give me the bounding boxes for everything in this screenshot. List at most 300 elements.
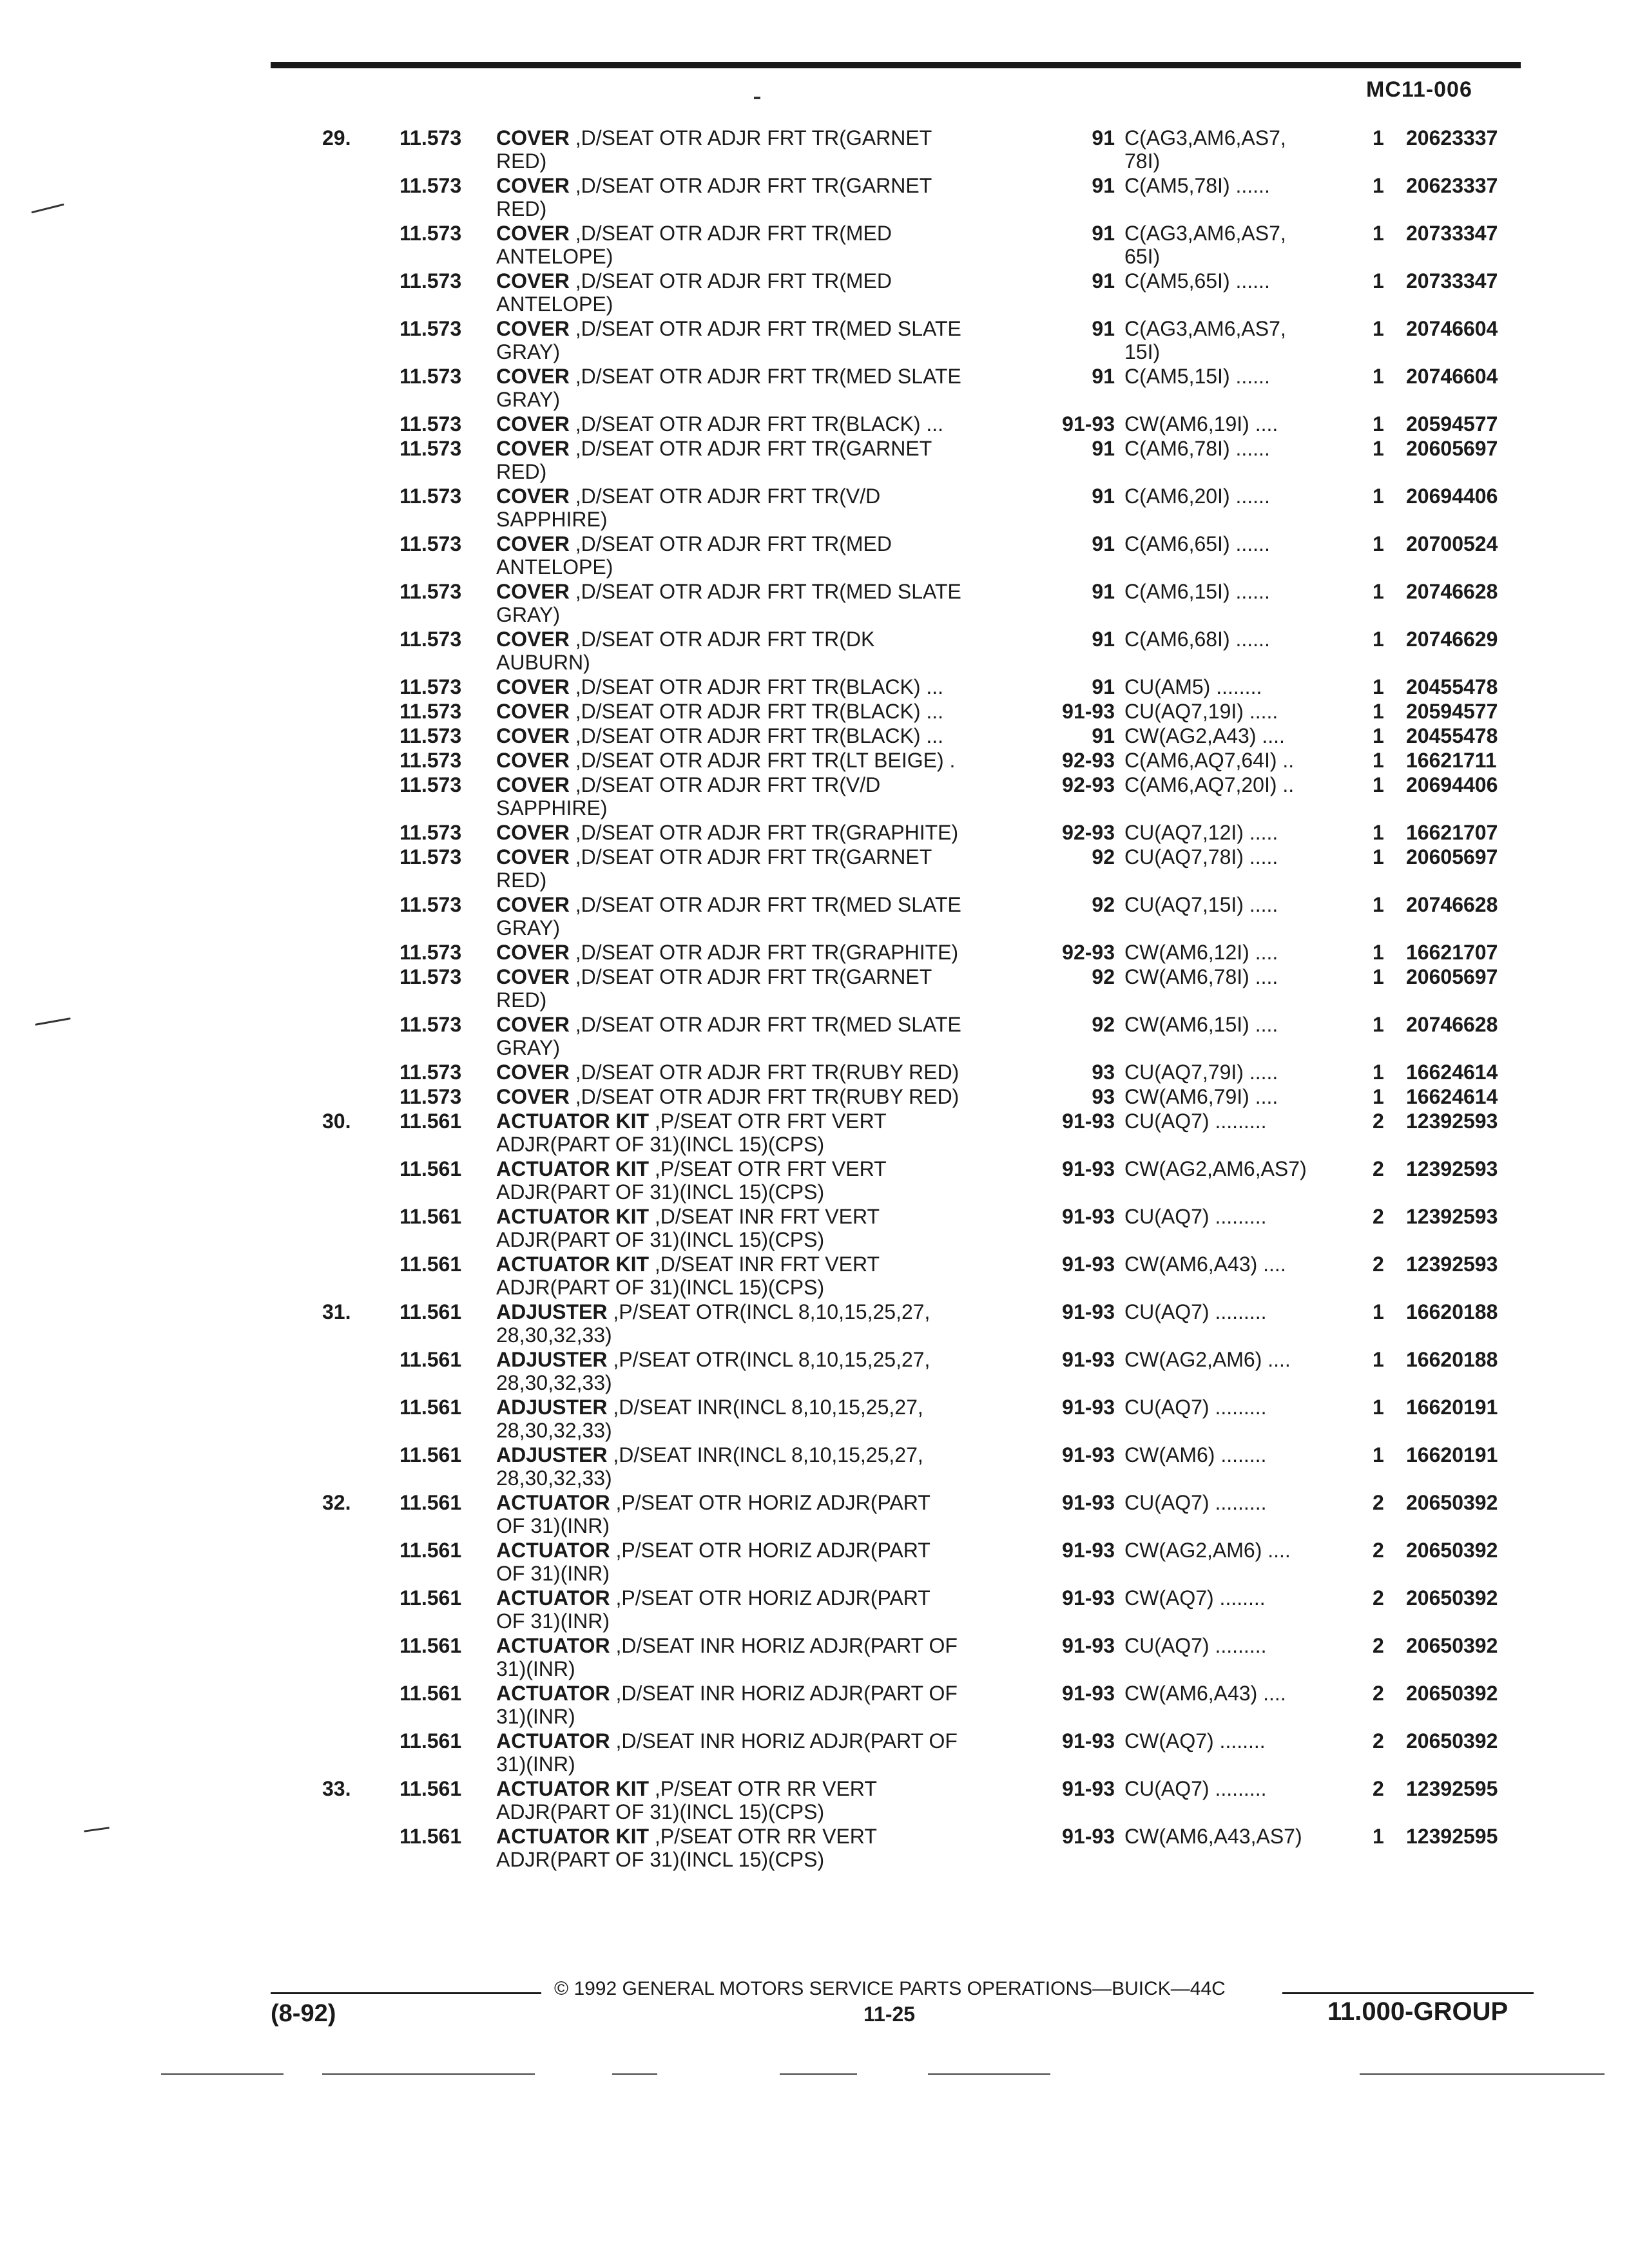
model-codes — [1124, 174, 1270, 197]
model-codes-text: CU(AQ7) ......... — [1124, 1777, 1267, 1800]
part-row — [0, 317, 1629, 365]
part-description — [496, 1110, 887, 1156]
model-codes — [1124, 1396, 1266, 1419]
part-detail: ,D/SEAT OTR ADJR FRT TR(BLACK) ... — [575, 675, 944, 698]
quantity: 1 — [1373, 675, 1384, 698]
part-detail: ,D/SEAT INR HORIZ ADJR(PART OF — [615, 1729, 958, 1753]
ref-number: 32. — [322, 1491, 351, 1514]
part-row — [0, 1013, 1629, 1061]
part-row — [0, 965, 1629, 1013]
part-detail-cont: ADJR(PART OF 31)(INCL 15)(CPS) — [496, 1848, 825, 1871]
model-codes — [1124, 1348, 1291, 1371]
model-codes — [1124, 1110, 1266, 1133]
model-codes — [1124, 222, 1286, 268]
part-row — [0, 1491, 1629, 1539]
part-number: 20623337 — [1406, 174, 1498, 197]
model-codes — [1124, 724, 1285, 747]
group-number: 11.561 — [400, 1729, 462, 1753]
part-detail: ,D/SEAT OTR ADJR FRT TR(GRAPHITE) — [575, 821, 959, 844]
part-row — [0, 1443, 1629, 1491]
group-number: 11.573 — [400, 965, 462, 988]
ref-number: 29. — [322, 126, 351, 149]
quantity: 2 — [1373, 1586, 1384, 1610]
part-number: 20594577 — [1406, 700, 1498, 723]
model-years: 91 — [1092, 269, 1115, 293]
quantity: 1 — [1373, 437, 1384, 460]
copyright-notice: © 1992 GENERAL MOTORS SERVICE PARTS OPERATIONS—BUICK—44C — [554, 1978, 1226, 1999]
part-number: 16620188 — [1406, 1348, 1498, 1371]
part-description — [496, 317, 961, 363]
part-detail-cont: GRAY) — [496, 603, 560, 626]
part-row — [0, 893, 1629, 941]
parts-list — [0, 126, 1629, 1872]
part-name: ADJUSTER — [496, 1300, 608, 1323]
part-description — [496, 1682, 958, 1728]
edition-date: (8-92) — [271, 2000, 336, 2027]
part-row — [0, 222, 1629, 269]
model-years: 91-93 — [1062, 1253, 1115, 1276]
part-detail: ,D/SEAT OTR ADJR FRT TR(MED SLATE — [575, 580, 961, 603]
part-name: COVER — [496, 174, 570, 197]
part-detail: ,P/SEAT OTR HORIZ ADJR(PART — [615, 1491, 930, 1514]
part-name: COVER — [496, 724, 570, 747]
part-detail-cont: GRAY) — [496, 340, 560, 363]
group-number: 11.561 — [400, 1253, 462, 1276]
part-name: COVER — [496, 1061, 570, 1084]
part-row — [0, 1110, 1629, 1157]
part-detail-cont: 28,30,32,33) — [496, 1371, 612, 1394]
quantity: 1 — [1373, 845, 1384, 869]
part-description — [496, 1539, 930, 1585]
model-years: 91-93 — [1062, 1443, 1115, 1466]
group-number: 11.561 — [400, 1348, 462, 1371]
group-number: 11.561 — [400, 1682, 462, 1705]
part-detail-cont: RED) — [496, 149, 547, 173]
model-years: 91-93 — [1062, 1682, 1115, 1705]
quantity: 1 — [1373, 1013, 1384, 1036]
part-row — [0, 941, 1629, 965]
quantity: 1 — [1373, 174, 1384, 197]
quantity: 2 — [1373, 1491, 1384, 1514]
group-number: 11.573 — [400, 700, 462, 723]
model-years: 91 — [1092, 628, 1115, 651]
model-codes-text: CU(AQ7) ......... — [1124, 1300, 1267, 1323]
model-codes-text: CW(AQ7) ........ — [1124, 1586, 1266, 1610]
part-detail-cont: OF 31)(INR) — [496, 1514, 610, 1537]
part-detail-cont: 31)(INR) — [496, 1657, 575, 1680]
part-row — [0, 1682, 1629, 1729]
part-name: ACTUATOR — [496, 1491, 610, 1514]
part-name: COVER — [496, 532, 570, 555]
model-years: 91 — [1092, 365, 1115, 388]
part-detail-cont: RED) — [496, 197, 547, 220]
part-detail-cont: RED) — [496, 988, 547, 1012]
model-years: 91-93 — [1062, 412, 1115, 436]
part-detail-cont: OF 31)(INR) — [496, 1610, 610, 1633]
group-number: 11.573 — [400, 773, 462, 796]
part-name: COVER — [496, 965, 570, 988]
part-number: 12392595 — [1406, 1777, 1498, 1800]
part-detail-cont: ADJR(PART OF 31)(INCL 15)(CPS) — [496, 1133, 825, 1156]
part-row — [0, 773, 1629, 821]
part-name: COVER — [496, 821, 570, 844]
scan-line — [1360, 2073, 1605, 2075]
part-number: 16624614 — [1406, 1061, 1498, 1084]
part-number: 12392593 — [1406, 1157, 1498, 1180]
part-name: COVER — [496, 773, 570, 796]
model-codes-text: CU(AQ7,79I) ..... — [1124, 1061, 1278, 1084]
part-number: 20746629 — [1406, 628, 1498, 651]
part-row — [0, 1825, 1629, 1872]
model-years: 91 — [1092, 532, 1115, 555]
part-description — [496, 965, 932, 1012]
group-number: 11.573 — [400, 1013, 462, 1036]
part-number: 20650392 — [1406, 1586, 1498, 1610]
part-detail-cont: GRAY) — [496, 388, 560, 411]
quantity: 1 — [1373, 269, 1384, 293]
part-description — [496, 222, 892, 268]
part-detail: ,P/SEAT OTR FRT VERT — [654, 1157, 887, 1180]
part-description — [496, 1396, 923, 1442]
part-row — [0, 1253, 1629, 1300]
quantity: 2 — [1373, 1253, 1384, 1276]
part-number: 20605697 — [1406, 437, 1498, 460]
part-row — [0, 675, 1629, 700]
model-years: 91-93 — [1062, 1777, 1115, 1800]
ref-number: 31. — [322, 1300, 351, 1323]
model-years: 91-93 — [1062, 1205, 1115, 1228]
part-name: COVER — [496, 485, 570, 508]
model-codes-text: C(AM6,78I) ...... — [1124, 437, 1270, 460]
part-detail-cont: ANTELOPE) — [496, 555, 613, 579]
ref-number: 33. — [322, 1777, 351, 1800]
group-number: 11.561 — [400, 1825, 462, 1848]
part-name: COVER — [496, 437, 570, 460]
part-detail: ,P/SEAT OTR RR VERT — [654, 1825, 877, 1848]
part-description — [496, 773, 880, 820]
part-description — [496, 700, 943, 723]
part-row — [0, 532, 1629, 580]
part-name: COVER — [496, 1013, 570, 1036]
part-number: 16620191 — [1406, 1443, 1498, 1466]
part-name: ACTUATOR — [496, 1729, 610, 1753]
part-number: 20605697 — [1406, 845, 1498, 869]
model-years: 91-93 — [1062, 1396, 1115, 1419]
group-number: 11.561 — [400, 1205, 462, 1228]
model-years: 91 — [1092, 174, 1115, 197]
part-detail: ,D/SEAT OTR ADJR FRT TR(GARNET — [575, 174, 932, 197]
part-detail-cont: ANTELOPE) — [496, 293, 613, 316]
quantity: 1 — [1373, 941, 1384, 964]
part-row — [0, 1300, 1629, 1348]
model-codes — [1124, 365, 1270, 388]
part-name: COVER — [496, 941, 570, 964]
quantity: 1 — [1373, 532, 1384, 555]
part-name: COVER — [496, 317, 570, 340]
quantity: 1 — [1373, 365, 1384, 388]
model-years: 91 — [1092, 126, 1115, 149]
model-codes-text: CU(AQ7,19I) ..... — [1124, 700, 1278, 723]
part-number: 20650392 — [1406, 1682, 1498, 1705]
model-codes-text: CU(AM5) ........ — [1124, 675, 1262, 698]
part-row — [0, 821, 1629, 845]
group-number: 11.573 — [400, 365, 462, 388]
part-detail-cont: OF 31)(INR) — [496, 1562, 610, 1585]
model-codes-text: C(AM6,15I) ...... — [1124, 580, 1270, 603]
model-codes-cont: 65I) — [1124, 245, 1161, 268]
part-number: 20694406 — [1406, 773, 1498, 796]
quantity: 1 — [1373, 222, 1384, 245]
part-detail: ,D/SEAT OTR ADJR FRT TR(MED SLATE — [575, 1013, 961, 1036]
part-row — [0, 724, 1629, 749]
quantity: 1 — [1373, 749, 1384, 772]
model-codes — [1124, 580, 1270, 603]
part-number: 12392593 — [1406, 1110, 1498, 1133]
part-number: 12392593 — [1406, 1205, 1498, 1228]
part-row — [0, 1396, 1629, 1443]
part-detail-cont: ADJR(PART OF 31)(INCL 15)(CPS) — [496, 1180, 825, 1204]
part-row — [0, 269, 1629, 317]
scan-mark — [754, 97, 760, 99]
model-codes-text: CW(AM6,A43,AS7) — [1124, 1825, 1302, 1848]
part-number: 16620188 — [1406, 1300, 1498, 1323]
model-codes-text: CW(AQ7) ........ — [1124, 1729, 1266, 1753]
model-codes-text: C(AM6,AQ7,64I) .. — [1124, 749, 1295, 772]
part-name: COVER — [496, 580, 570, 603]
part-detail-cont: ADJR(PART OF 31)(INCL 15)(CPS) — [496, 1800, 825, 1823]
part-name: ADJUSTER — [496, 1443, 608, 1466]
part-detail: ,D/SEAT INR HORIZ ADJR(PART OF — [615, 1682, 958, 1705]
part-number: 20733347 — [1406, 269, 1498, 293]
model-codes — [1124, 532, 1270, 555]
part-description — [496, 1729, 958, 1776]
model-codes-text: CW(AM6,79I) .... — [1124, 1085, 1278, 1108]
part-detail-cont: GRAY) — [496, 916, 560, 939]
part-description — [496, 628, 874, 674]
part-number: 20650392 — [1406, 1634, 1498, 1657]
group-number: 11.573 — [400, 893, 462, 916]
model-codes — [1124, 1777, 1266, 1800]
group-number: 11.573 — [400, 174, 462, 197]
group-number: 11.573 — [400, 628, 462, 651]
part-name: COVER — [496, 893, 570, 916]
part-number: 20455478 — [1406, 675, 1498, 698]
part-number: 20746628 — [1406, 580, 1498, 603]
group-number: 11.573 — [400, 580, 462, 603]
part-row — [0, 1157, 1629, 1205]
group-number: 11.573 — [400, 845, 462, 869]
model-codes-text: C(AG3,AM6,AS7, — [1124, 126, 1286, 149]
quantity: 1 — [1373, 1300, 1384, 1323]
part-detail: ,D/SEAT OTR ADJR FRT TR(GARNET — [575, 965, 932, 988]
part-description — [496, 126, 932, 173]
part-number: 20733347 — [1406, 222, 1498, 245]
group-number: 11.561 — [400, 1539, 462, 1562]
part-name: COVER — [496, 700, 570, 723]
model-codes — [1124, 1061, 1278, 1084]
part-name: COVER — [496, 628, 570, 651]
quantity: 2 — [1373, 1539, 1384, 1562]
model-codes — [1124, 1253, 1286, 1276]
model-years: 92 — [1092, 845, 1115, 869]
part-detail-cont: 31)(INR) — [496, 1753, 575, 1776]
model-codes — [1124, 1682, 1286, 1705]
quantity: 2 — [1373, 1729, 1384, 1753]
part-name: ACTUATOR KIT — [496, 1825, 650, 1848]
part-detail: ,D/SEAT INR(INCL 8,10,15,25,27, — [613, 1443, 923, 1466]
part-description — [496, 1061, 959, 1084]
part-row — [0, 1586, 1629, 1634]
quantity: 2 — [1373, 1634, 1384, 1657]
group-number: 11.561 — [400, 1491, 462, 1514]
part-row — [0, 1085, 1629, 1110]
model-codes-text: CW(AM6,A43) .... — [1124, 1253, 1286, 1276]
part-number: 16621711 — [1406, 749, 1497, 772]
part-description — [496, 1300, 930, 1347]
quantity: 1 — [1373, 412, 1384, 436]
model-codes — [1124, 965, 1278, 988]
part-description — [496, 1157, 887, 1204]
part-description — [496, 365, 961, 411]
group-number: 11.573 — [400, 724, 462, 747]
model-codes-text: CW(AM6) ........ — [1124, 1443, 1267, 1466]
part-name: COVER — [496, 365, 570, 388]
model-codes-text: C(AG3,AM6,AS7, — [1124, 222, 1286, 245]
part-detail: ,D/SEAT OTR ADJR FRT TR(V/D — [575, 773, 881, 796]
part-name: COVER — [496, 845, 570, 869]
doc-code: MC11-006 — [1366, 77, 1472, 102]
model-years: 91 — [1092, 222, 1115, 245]
part-number: 12392593 — [1406, 1253, 1498, 1276]
part-description — [496, 749, 955, 772]
model-years: 92-93 — [1062, 773, 1115, 796]
part-name: ACTUATOR KIT — [496, 1110, 650, 1133]
model-codes — [1124, 1300, 1266, 1323]
part-number: 20623337 — [1406, 126, 1498, 149]
model-codes — [1124, 700, 1278, 723]
part-name: COVER — [496, 675, 570, 698]
model-codes-text: CW(AM6,78I) .... — [1124, 965, 1278, 988]
group-number: 11.573 — [400, 1085, 462, 1108]
scan-line — [322, 2073, 535, 2075]
part-name: ACTUATOR KIT — [496, 1253, 650, 1276]
model-years: 92-93 — [1062, 941, 1115, 964]
part-name: ACTUATOR — [496, 1539, 610, 1562]
part-detail: ,P/SEAT OTR HORIZ ADJR(PART — [615, 1539, 930, 1562]
scan-line — [612, 2073, 657, 2075]
part-name: ADJUSTER — [496, 1348, 608, 1371]
model-codes-text: CW(AG2,AM6) .... — [1124, 1348, 1291, 1371]
group-number: 11.573 — [400, 317, 462, 340]
model-years: 93 — [1092, 1085, 1115, 1108]
model-years: 92-93 — [1062, 749, 1115, 772]
part-number: 20605697 — [1406, 965, 1498, 988]
model-codes — [1124, 1634, 1266, 1657]
part-detail: ,D/SEAT INR HORIZ ADJR(PART OF — [615, 1634, 958, 1657]
model-codes-text: CU(AQ7) ......... — [1124, 1205, 1267, 1228]
model-years: 91-93 — [1062, 1634, 1115, 1657]
model-years: 92 — [1092, 1013, 1115, 1036]
part-description — [496, 580, 961, 626]
part-number: 16620191 — [1406, 1396, 1498, 1419]
model-codes — [1124, 1586, 1266, 1610]
part-description — [496, 269, 892, 316]
model-codes-text: C(AM5,65I) ...... — [1124, 269, 1270, 293]
part-detail: ,D/SEAT INR FRT VERT — [654, 1253, 880, 1276]
part-number: 20746604 — [1406, 365, 1498, 388]
quantity: 1 — [1373, 821, 1384, 844]
part-row — [0, 1634, 1629, 1682]
part-name: COVER — [496, 1085, 570, 1108]
model-years: 91 — [1092, 724, 1115, 747]
model-codes — [1124, 1085, 1278, 1108]
model-codes-text: C(AM6,65I) ...... — [1124, 532, 1270, 555]
part-name: COVER — [496, 749, 570, 772]
quantity: 1 — [1373, 126, 1384, 149]
part-detail: ,D/SEAT OTR ADJR FRT TR(MED — [575, 269, 892, 293]
model-codes-text: CU(AQ7) ......... — [1124, 1634, 1267, 1657]
quantity: 2 — [1373, 1157, 1384, 1180]
part-detail-cont: ANTELOPE) — [496, 245, 613, 268]
part-detail: ,D/SEAT OTR ADJR FRT TR(MED SLATE — [575, 893, 961, 916]
model-codes-text: CU(AQ7,78I) ..... — [1124, 845, 1278, 869]
model-codes — [1124, 893, 1278, 916]
part-description — [496, 724, 943, 747]
model-codes-cont: 15I) — [1124, 340, 1161, 363]
model-codes-text: C(AG3,AM6,AS7, — [1124, 317, 1286, 340]
model-codes-text: C(AM6,68I) ...... — [1124, 628, 1270, 651]
part-detail: ,D/SEAT OTR ADJR FRT TR(MED SLATE — [575, 365, 961, 388]
model-years: 91-93 — [1062, 1300, 1115, 1323]
group-number: 11.561 — [400, 1777, 462, 1800]
quantity: 1 — [1373, 1825, 1384, 1848]
part-detail: ,P/SEAT OTR FRT VERT — [654, 1110, 887, 1133]
part-name: COVER — [496, 269, 570, 293]
part-row — [0, 1061, 1629, 1085]
model-years: 91-93 — [1062, 1729, 1115, 1753]
part-name: COVER — [496, 222, 570, 245]
part-row — [0, 1205, 1629, 1253]
model-codes-text: CW(AM6,19I) .... — [1124, 412, 1278, 436]
part-detail-cont: GRAY) — [496, 1036, 560, 1059]
part-row — [0, 1729, 1629, 1777]
part-name: ACTUATOR — [496, 1634, 610, 1657]
model-years: 91-93 — [1062, 1110, 1115, 1133]
group-number: 11.561 — [400, 1634, 462, 1657]
part-detail-cont: ADJR(PART OF 31)(INCL 15)(CPS) — [496, 1276, 825, 1299]
part-detail-cont: 28,30,32,33) — [496, 1419, 612, 1442]
group-number: 11.573 — [400, 1061, 462, 1084]
part-row — [0, 365, 1629, 412]
model-codes — [1124, 1491, 1266, 1514]
footer-rule-left — [271, 1992, 541, 1994]
part-description — [496, 1634, 958, 1680]
part-description — [496, 485, 880, 531]
part-detail: ,D/SEAT OTR ADJR FRT TR(LT BEIGE) . — [575, 749, 956, 772]
group-number: 11.561 — [400, 1586, 462, 1610]
scan-line — [161, 2073, 284, 2075]
part-row — [0, 412, 1629, 437]
model-years: 91-93 — [1062, 1539, 1115, 1562]
part-name: ACTUATOR — [496, 1586, 610, 1610]
part-name: ACTUATOR — [496, 1682, 610, 1705]
quantity: 1 — [1373, 965, 1384, 988]
part-description — [496, 845, 932, 892]
group-title: 11.000-GROUP — [1327, 1997, 1509, 2026]
quantity: 2 — [1373, 1110, 1384, 1133]
part-detail: ,D/SEAT OTR ADJR FRT TR(RUBY RED) — [575, 1061, 959, 1084]
part-detail-cont: 28,30,32,33) — [496, 1466, 612, 1490]
